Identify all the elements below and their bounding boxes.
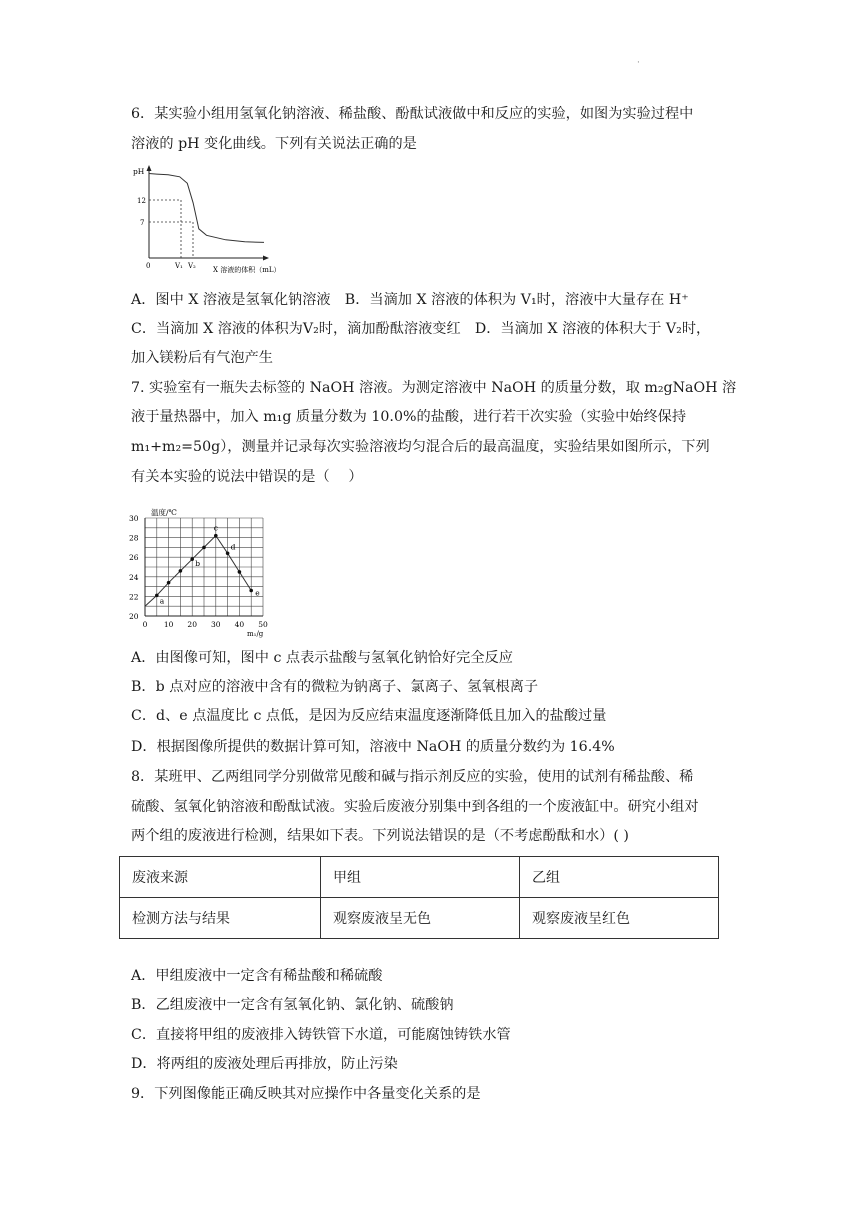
table-cell: 观察废液呈无色	[321, 898, 520, 939]
temp-point-label: d	[230, 542, 236, 552]
ph-x-tick-v2: V₂	[188, 262, 196, 270]
q7-option-c: C．d、e 点温度比 c 点低，是因为反应结束温度逐渐降低且加入的盐酸过量	[131, 708, 607, 724]
table-cell: 乙组	[520, 857, 719, 898]
temp-x-tick-label: 20	[187, 620, 197, 629]
temp-data-point	[202, 546, 206, 550]
temp-data-point	[249, 589, 253, 593]
temp-point-label: a	[159, 596, 165, 606]
q6-stem-line-1: 6．某实验小组用氢氧化钠溶液、稀盐酸、酚酞试液做中和反应的实验，如图为实验过程中	[131, 106, 694, 122]
temp-point-label: e	[255, 588, 260, 598]
q7-stem-line-3: m₁+m₂=50g），测量并记录每次实验溶液均匀混合后的最高温度，实验结果如图所示，下列	[131, 439, 710, 455]
temp-data-point	[238, 570, 242, 574]
temp-x-ticks	[143, 620, 268, 629]
temperature-chart	[125, 503, 275, 643]
q8-option-a: A．甲组废液中一定含有稀盐酸和稀硫酸	[131, 968, 383, 984]
ph-curve-chart	[131, 162, 281, 278]
q7-stem-line-2: 液于量热器中，加入 m₁g 质量分数为 10.0%的盐酸，进行若干次实验（实验中始终保持	[131, 409, 687, 425]
ph-y-label: pH	[133, 167, 145, 176]
temp-y-ticks	[129, 514, 139, 621]
q9-stem-line-1: 9．下列图像能正确反映其对应操作中各量变化关系的是	[131, 1086, 481, 1102]
temp-y-tick-label: 26	[129, 553, 139, 563]
table-cell: 检测方法与结果	[120, 898, 321, 939]
q6-option-line-2: C．当滴加 X 溶液的体积为V₂时，滴加酚酞溶液变红 D．当滴加 X 溶液的体积大于 V₂时，	[131, 321, 711, 337]
temp-x-tick-label: 0	[142, 620, 148, 629]
q8-option-c: C．直接将甲组的废液排入铸铁管下水道，可能腐蚀铸铁水管	[131, 1027, 511, 1043]
page-dot: ·	[637, 58, 640, 68]
temp-y-tick-label: 20	[129, 612, 139, 621]
q7-option-a: A．由图像可知，图中 c 点表示盐酸与氢氧化钠恰好完全反应	[131, 650, 513, 666]
q7-option-d: D．根据图像所提供的数据计算可知，溶液中 NaOH 的质量分数约为 16.4%	[131, 739, 615, 755]
ph-y-axis-arrow	[147, 165, 152, 171]
q8-stem-line-1: 8．某班甲、乙两组同学分别做常见酸和碱与指示剂反应的实验，使用的试剂有稀盐酸、稀	[131, 769, 694, 785]
temp-data-point	[190, 557, 194, 561]
ph-curve-line	[149, 174, 264, 243]
q8-option-d: D．将两组的废液处理后再排放，防止污染	[131, 1056, 398, 1072]
temp-x-tick-label: 50	[258, 620, 268, 629]
table-cell: 废液来源	[120, 857, 321, 898]
temp-data-point	[155, 594, 159, 598]
q7-option-b: B．b 点对应的溶液中含有的微粒为钠离子、氯离子、氢氧根离子	[131, 679, 539, 695]
temp-y-tick-label: 22	[129, 592, 139, 602]
q7-stem-line-4: 有关本实验的说法中错误的是（ ）	[131, 469, 363, 485]
q6-stem-line-2: 溶液的 pH 变化曲线。下列有关说法正确的是	[131, 136, 417, 152]
temp-data-point	[214, 534, 218, 538]
temp-point-label: c	[213, 523, 219, 533]
temp-x-tick-label: 30	[211, 620, 221, 629]
ph-x-axis-arrow	[263, 256, 269, 261]
q6-option-line-3: 加入镁粉后有气泡产生	[131, 350, 273, 366]
ph-x-label: X 溶液的体积（mL）	[213, 266, 281, 274]
table-row	[120, 857, 719, 898]
q8-stem-line-2: 硫酸、氢氧化钠溶液和酚酞试液。实验后废液分别集中到各组的一个废液缸中。研究小组对	[131, 799, 699, 815]
ph-y-tick-12: 12	[137, 197, 146, 205]
ph-x-tick-v1: V₁	[175, 262, 183, 270]
temp-x-tick-label: 10	[163, 620, 174, 629]
temp-data-point	[167, 581, 171, 585]
waste-table	[119, 856, 719, 939]
temp-y-label: 温度/℃	[151, 508, 177, 517]
temp-y-tick-label: 24	[129, 572, 139, 582]
ph-y-tick-7: 7	[140, 219, 145, 227]
q8-option-b: B．乙组废液中一定含有氢氧化钠、氯化钠、硫酸钠	[131, 997, 454, 1013]
table-cell: 观察废液呈红色	[520, 898, 719, 939]
temp-y-tick-label: 28	[129, 533, 139, 543]
temp-data-point	[179, 569, 183, 573]
temp-y-tick-label: 30	[129, 514, 139, 523]
q7-stem-line-1: 7. 实验室有一瓶失去标签的 NaOH 溶液。为测定溶液中 NaOH 的质量分数，取 m₂gNaOH 溶	[131, 380, 737, 396]
temp-point-label: b	[195, 559, 201, 569]
table-cell: 甲组	[321, 857, 520, 898]
temp-x-tick-label: 40	[234, 620, 245, 629]
temp-data-point	[226, 551, 230, 555]
q6-option-line-1: A．图中 X 溶液是氢氧化钠溶液 B．当滴加 X 溶液的体积为 V₁时，溶液中大量存在 H⁺	[131, 292, 689, 308]
ph-x-tick-0: 0	[146, 262, 151, 270]
temp-points	[155, 524, 260, 606]
table-row	[120, 898, 719, 939]
temp-x-label: m₁/g	[247, 630, 264, 638]
q8-stem-line-3: 两个组的废液进行检测，结果如下表。下列说法错误的是（不考虑酚酞和水）( )	[131, 828, 629, 844]
